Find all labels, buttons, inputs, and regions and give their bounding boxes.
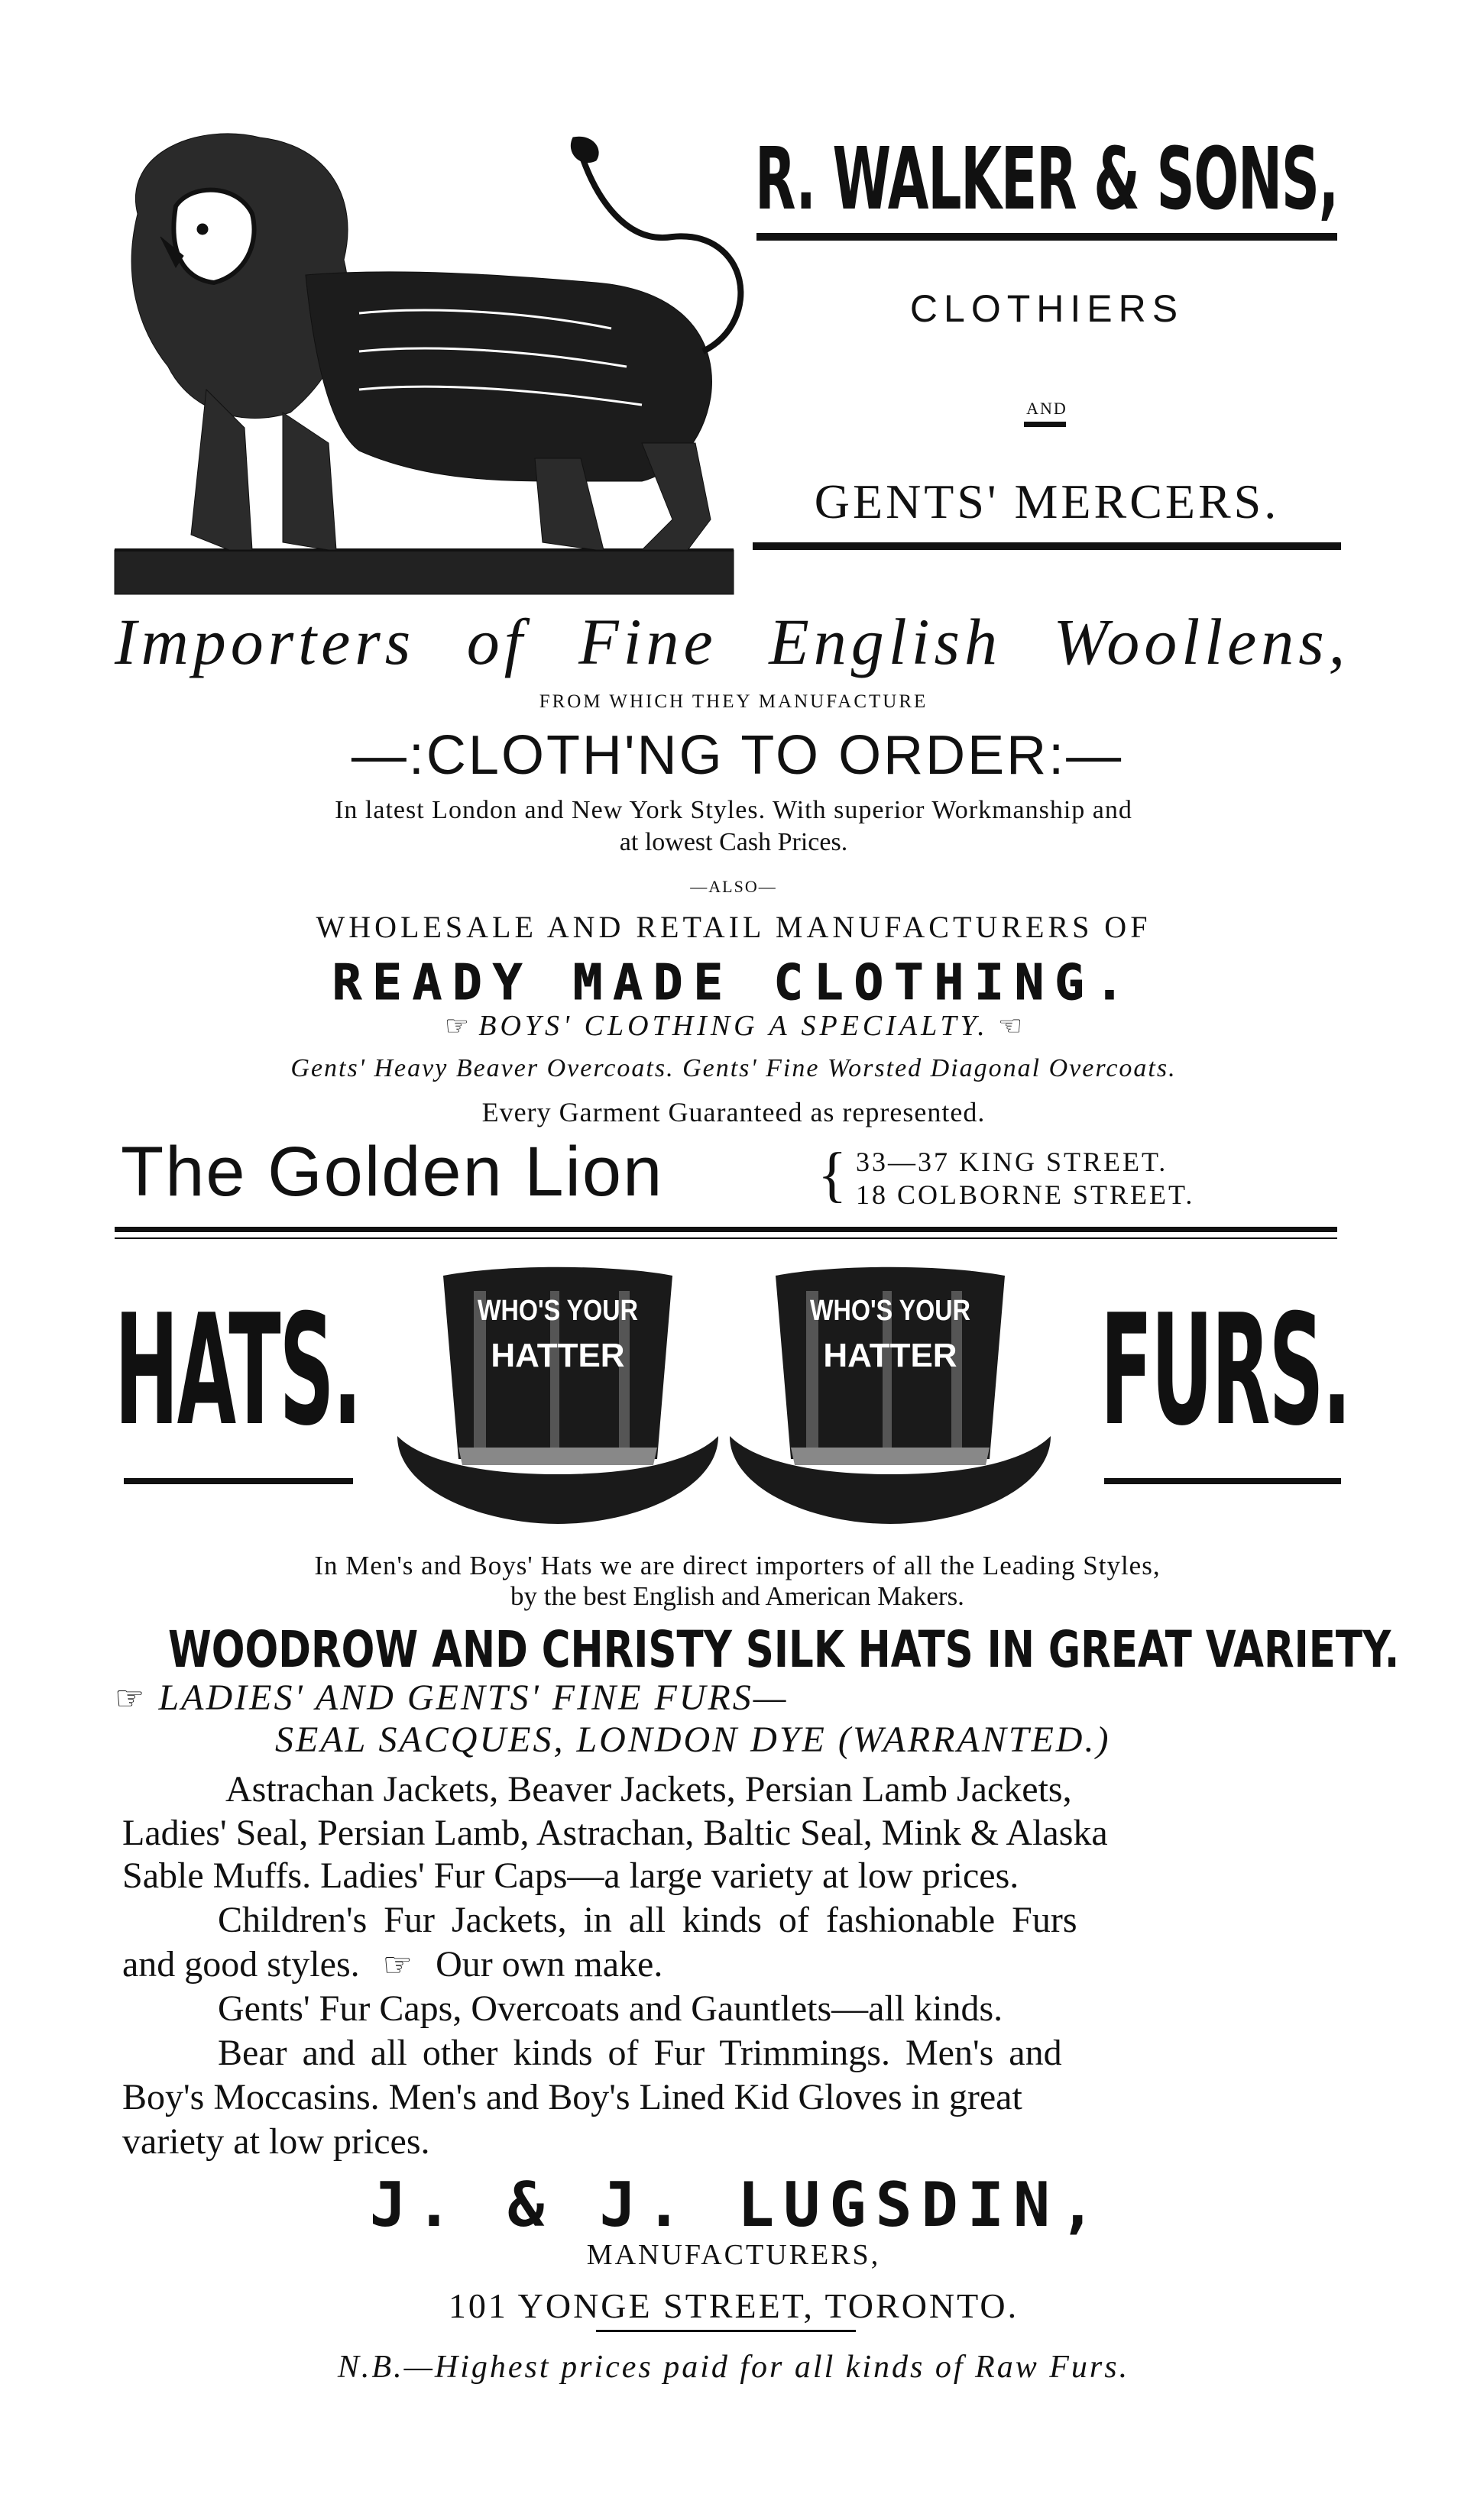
street-address: 101 YONGE STREET, TORONTO. — [448, 2286, 1019, 2325]
divider — [1024, 422, 1066, 427]
importers-hats-line-2: by the best English and American Makers. — [510, 1581, 964, 1611]
hat-band-text: HATTER — [823, 1337, 957, 1374]
overcoats-line: Gents' Heavy Beaver Overcoats. Gents' Fine Worsted Diagonal Overcoats. — [290, 1054, 1177, 1082]
brace: { — [818, 1141, 847, 1208]
divider — [753, 542, 1341, 550]
hats-heading: HATS. — [115, 1282, 361, 1460]
furs-heading: FURS. — [1100, 1282, 1350, 1460]
clothing-to-order: —:CLOTH'NG TO ORDER:— — [351, 725, 1124, 786]
pointing-hand-icon: ☞ — [115, 1679, 147, 1718]
fur-para-1-line-2: Ladies' Seal, Persian Lamb, Astrachan, Baltic Seal, Mink & Alaska — [122, 1813, 1108, 1853]
pointing-hand-icon: ☞ — [444, 1011, 470, 1042]
importers-line: Importers of Fine English Woollens, — [115, 605, 1350, 678]
wholesale-line: WHOLESALE AND RETAIL MANUFACTURERS OF — [316, 910, 1152, 944]
styles-line-1: In latest London and New York Styles. With superior Workmanship and — [335, 796, 1132, 824]
hat-band-text: WHO'S YOUR — [810, 1295, 970, 1327]
ready-made-clothing: READY MADE CLOTHING. — [332, 955, 1135, 1011]
nb-line: N.B.—Highest prices paid for all kinds of Raw Furs. — [337, 2350, 1130, 2385]
pointing-hand-icon: ☜ — [997, 1011, 1023, 1042]
fur-para-3: Gents' Fur Caps, Overcoats and Gauntlets—all kinds. — [218, 1988, 1003, 2029]
top-hat-illustration — [390, 1260, 726, 1528]
fur-para-4-line-3: variety at low prices. — [122, 2121, 430, 2162]
lion-illustration — [107, 122, 749, 611]
ladies-furs-line-1: LADIES' AND GENTS' FINE FURS— — [158, 1677, 789, 1718]
fur-para-4-line-1: Bear and all other kinds of Fur Trimmings. Men's and — [218, 2033, 1062, 2073]
ladies-furs-line-2: SEAL SACQUES, LONDON DYE (WARRANTED.) — [275, 1719, 1111, 1760]
firm-name: R. WALKER & SONS, — [754, 130, 1338, 229]
fur-para-1-line-1: Astrachan Jackets, Beaver Jackets, Persian Lamb Jackets, — [225, 1769, 1072, 1810]
divider — [124, 1478, 353, 1484]
hat-band-text: HATTER — [491, 1337, 625, 1374]
fur-para-2-line-1: Children's Fur Jackets, in all kinds of fashionable Furs — [218, 1900, 1077, 1940]
divider — [596, 2330, 856, 2332]
hat-band-text: WHO'S YOUR — [478, 1295, 638, 1327]
clothiers-heading: CLOTHIERS — [909, 287, 1184, 330]
address-king: 33—37 KING STREET. — [856, 1147, 1168, 1177]
address-colborne: 18 COLBORNE STREET. — [856, 1179, 1195, 1210]
fur-para-2-line-2b: Our own make. — [436, 1944, 663, 1985]
and-word: AND — [1026, 399, 1067, 418]
divider — [756, 233, 1337, 241]
pointing-hand-icon: ☞ — [382, 1946, 413, 1985]
manufacturers-line: MANUFACTURERS, — [586, 2239, 881, 2271]
golden-lion-name: The Golden Lion — [121, 1133, 664, 1211]
mercers-heading: GENTS' MERCERS. — [814, 474, 1280, 529]
divider — [115, 1227, 1337, 1232]
importers-hats-line-1: In Men's and Boys' Hats we are direct importers of all the Leading Styles, — [314, 1551, 1161, 1580]
lugsdin-name: J. & J. LUGSDIN, — [369, 2169, 1106, 2240]
fur-para-1-line-3: Sable Muffs. Ladies' Fur Caps—a large variety at low prices. — [122, 1855, 1019, 1896]
fur-para-2-line-2a: and good styles. — [122, 1944, 360, 1985]
divider — [115, 1237, 1337, 1239]
boys-specialty: BOYS' CLOTHING A SPECIALTY. — [478, 1010, 989, 1042]
also-line: —ALSO— — [690, 877, 777, 896]
styles-line-2: at lowest Cash Prices. — [619, 828, 848, 856]
divider — [1104, 1478, 1341, 1484]
fur-para-4-line-2: Boy's Moccasins. Men's and Boy's Lined Kid Gloves in great — [122, 2077, 1022, 2117]
from-which-line: FROM WHICH THEY MANUFACTURE — [539, 691, 928, 712]
guaranteed-line: Every Garment Guaranteed as represented. — [481, 1097, 986, 1127]
top-hat-illustration — [722, 1260, 1058, 1528]
silk-hats-line: WOODROW AND CHRISTY SILK HATS IN GREAT VARIETY. — [168, 1620, 1400, 1679]
